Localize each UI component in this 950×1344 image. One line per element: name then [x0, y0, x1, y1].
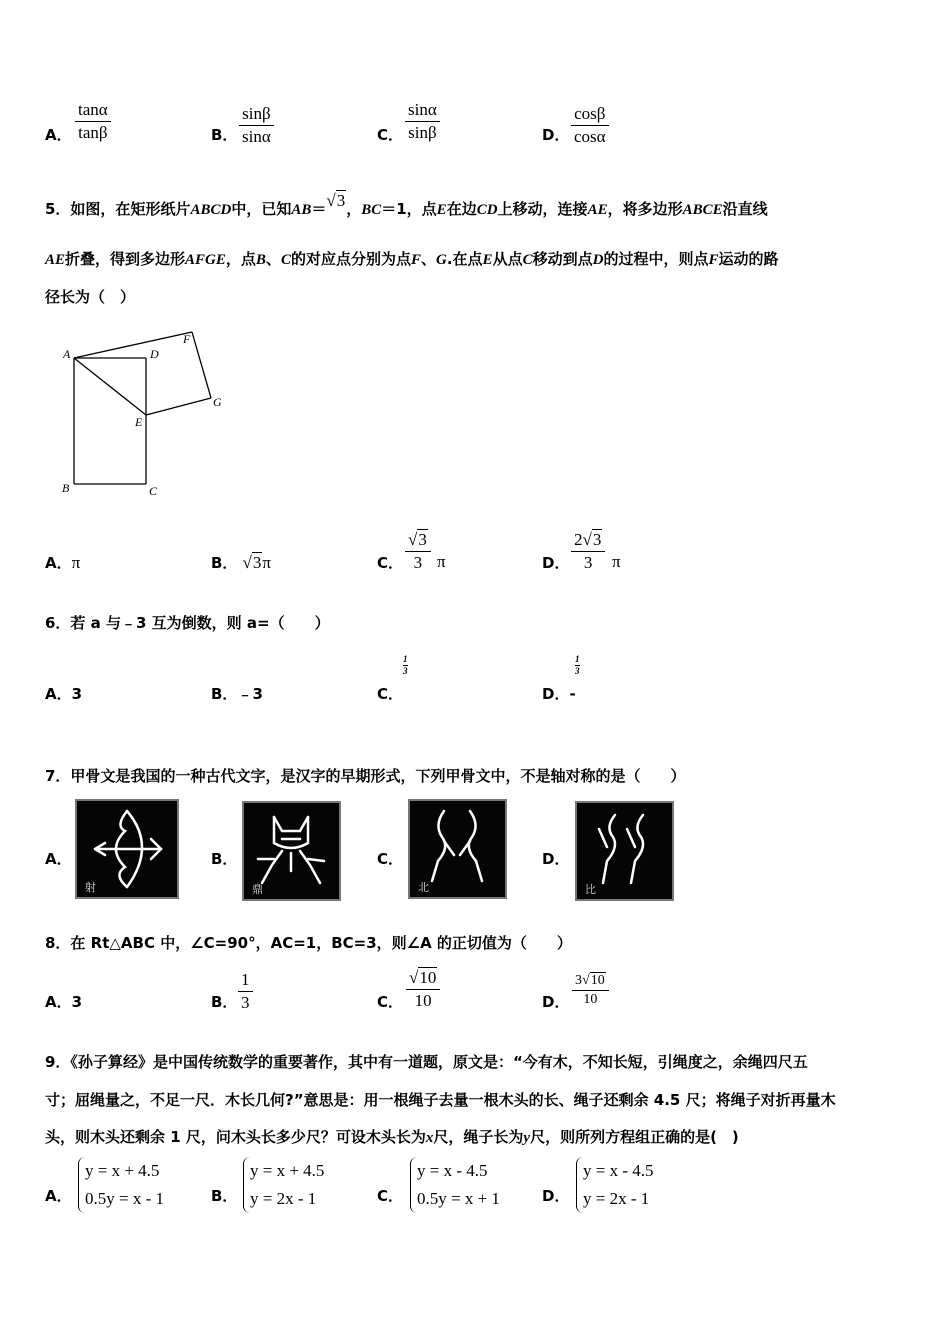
q5-option-d-fraction	[571, 530, 605, 573]
text: ，点	[225, 250, 256, 268]
q6-option-c-fraction	[403, 654, 408, 677]
q5-option-c[interactable]	[377, 552, 403, 573]
q9-option-a[interactable]	[45, 1185, 72, 1206]
numerator: tanα	[75, 100, 111, 122]
text: 从点	[492, 250, 523, 268]
q6-stem: 6．若 a 与﹣3 互为倒数，则 a=（ ）	[45, 614, 330, 632]
q9-stem-line3	[45, 1126, 739, 1147]
q5-stem-line1	[45, 191, 768, 219]
numerator: cosβ	[571, 104, 609, 126]
glyph-caption: 射	[85, 881, 96, 894]
denominator: 10	[583, 992, 598, 1007]
q9-stem-line2: 寸；屈绳量之，不足一尺．木长几何?”意思是：用一根绳子去量一根木头的长、绳子还剩余 4.5 尺；将绳子对折再量木	[45, 1091, 836, 1109]
option-label: A．	[45, 554, 72, 572]
q7-option-b[interactable]	[211, 848, 237, 869]
variable: x	[425, 1130, 434, 1146]
q5-option-d[interactable]	[542, 552, 569, 573]
pi: π	[612, 552, 621, 571]
text: ＝1，点	[381, 200, 437, 218]
q4-option-d-fraction	[571, 104, 609, 147]
q8-option-d[interactable]	[542, 991, 569, 1012]
q6-option-d-fraction	[575, 654, 580, 677]
text: 在边	[446, 200, 477, 218]
option-value: 3	[71, 993, 83, 1011]
q6-option-d[interactable]	[542, 683, 576, 704]
vertex-label-b: B	[62, 481, 70, 495]
numerator: √10	[406, 968, 440, 990]
text: C	[280, 252, 291, 268]
two-figures-back-icon	[410, 801, 505, 897]
sign: -	[569, 685, 576, 703]
q7-option-d[interactable]	[542, 848, 569, 869]
bow-arrow-icon	[77, 801, 177, 897]
equation: y = x + 4.5	[85, 1161, 160, 1180]
pi: π	[437, 552, 446, 571]
numerator: 1	[575, 654, 580, 664]
text: ，	[346, 200, 362, 218]
text: F	[410, 252, 421, 268]
denominator: 3	[413, 553, 423, 572]
option-label: A．	[45, 850, 72, 868]
q9-option-c-system	[410, 1157, 500, 1213]
q9-option-b[interactable]	[211, 1185, 237, 1206]
q6-option-c[interactable]	[377, 683, 403, 704]
text: ，将多边形	[607, 200, 683, 218]
q4-option-a[interactable]	[45, 124, 72, 145]
option-label: A．	[45, 126, 72, 144]
q4-option-c[interactable]	[377, 124, 403, 145]
text: 运动的路	[718, 250, 779, 268]
text: 、	[420, 250, 436, 268]
q8-option-b[interactable]	[211, 991, 237, 1012]
option-label: B．	[211, 685, 238, 703]
cauldron-icon	[244, 803, 339, 899]
numerator: 1	[238, 970, 253, 992]
sqrt: √3	[326, 191, 346, 210]
equation: y = x - 4.5	[583, 1161, 654, 1180]
q8-option-d-fraction	[572, 973, 609, 1008]
vertex-label-a: A	[63, 347, 71, 361]
option-label: D．	[542, 993, 570, 1011]
vertex-label-g: G	[213, 395, 222, 409]
q4-option-c-fraction	[405, 100, 440, 143]
edge-ge	[146, 398, 211, 415]
option-label: C．	[377, 993, 404, 1011]
numerator: sinβ	[239, 104, 274, 126]
option-label: C．	[377, 850, 404, 868]
q9-option-d-system	[576, 1157, 654, 1213]
sqrt: √3	[582, 530, 602, 549]
text: 上移动，连接	[497, 200, 588, 218]
option-label: B．	[211, 554, 238, 572]
q6-option-a[interactable]	[45, 683, 82, 704]
q9-option-b-system	[243, 1157, 324, 1213]
option-value: π	[71, 553, 81, 572]
variable: y	[523, 1130, 531, 1146]
q4-options	[45, 100, 905, 160]
text: 的过程中，则点	[603, 250, 709, 268]
equation: y = x + 4.5	[250, 1161, 325, 1180]
denominator: sinβ	[408, 123, 437, 142]
text: BC	[361, 202, 382, 218]
text: F	[708, 252, 719, 268]
text: 移动到点	[532, 250, 593, 268]
sqrt: √10	[582, 973, 605, 988]
q7-option-a[interactable]	[45, 848, 72, 869]
text: E	[436, 202, 447, 218]
text: 5．如图，在矩形纸片	[45, 200, 191, 218]
coefficient: 3	[575, 973, 582, 988]
q6-option-b[interactable]	[211, 683, 263, 704]
q9-option-a-system	[78, 1157, 164, 1213]
text: ABCD	[190, 202, 232, 218]
equation: 0.5y = x + 1	[417, 1189, 500, 1208]
text: 折叠，得到多边形	[65, 250, 186, 268]
option-label: D．	[542, 685, 570, 703]
q4-option-d[interactable]	[542, 124, 569, 145]
numerator: 1	[403, 654, 408, 664]
option-value: ﹣3	[237, 685, 263, 703]
q4-option-a-fraction	[75, 100, 111, 143]
denominator: 10	[414, 991, 432, 1010]
option-label: D．	[542, 850, 570, 868]
text: .在点	[446, 250, 483, 268]
q5-option-a[interactable]	[45, 552, 80, 573]
denominator: cosα	[574, 127, 606, 146]
q9-option-c[interactable]	[377, 1185, 403, 1206]
text: CD	[476, 202, 498, 218]
text: G	[436, 252, 447, 268]
q7-option-c[interactable]	[377, 848, 403, 869]
equation: y = x - 4.5	[417, 1161, 488, 1180]
option-label: A．	[45, 1187, 72, 1205]
text: C	[522, 252, 533, 268]
q8-option-c-fraction	[406, 968, 440, 1011]
edge-fg	[192, 332, 211, 398]
denominator: 3	[583, 553, 593, 572]
numerator: sinα	[405, 100, 440, 122]
text: 尺，绳子长为	[433, 1128, 524, 1146]
text: B	[255, 252, 266, 268]
radicand: 3	[336, 191, 346, 210]
q8-stem: 8．在 Rt△ABC 中，∠C=90°，AC=1，BC=3，则∠A 的正切值为（ ）	[45, 934, 572, 952]
option-label: C．	[377, 554, 404, 572]
option-value: 3	[71, 685, 83, 703]
text: AE	[45, 252, 66, 268]
two-figures-side-icon	[577, 803, 672, 899]
text: ABCE	[682, 202, 723, 218]
text: AE	[587, 202, 608, 218]
text: 的对应点分别为点	[290, 250, 411, 268]
option-label: B．	[211, 993, 238, 1011]
equation: y = 2x - 1	[250, 1189, 317, 1208]
text: 沿直线	[722, 200, 768, 218]
denominator: 3	[403, 666, 408, 676]
text: 尺，则所列方程组正确的是( )	[530, 1128, 739, 1146]
q8-option-c[interactable]	[377, 991, 403, 1012]
glyph-caption: 北	[418, 881, 429, 894]
vertex-label-d: D	[150, 347, 159, 361]
option-label: B．	[211, 850, 238, 868]
q5-option-c-fraction	[405, 530, 431, 573]
option-label: D．	[542, 1187, 570, 1205]
option-label: C．	[377, 1187, 404, 1205]
vertex-label-e: E	[135, 415, 143, 429]
denominator: 3	[575, 666, 580, 676]
numerator: √3	[405, 530, 431, 552]
edge-ae	[74, 358, 146, 415]
q9-stem-line1: 9．《孙子算经》是中国传统数学的重要著作，其中有一道题，原文是：“今有木，不知长短，引绳度之，余绳四尺五	[45, 1053, 808, 1071]
q4-option-b-fraction	[239, 104, 274, 147]
q5-stem-line2	[45, 248, 779, 269]
radicand: 3	[592, 530, 602, 549]
equation: 0.5y = x - 1	[85, 1189, 164, 1208]
option-label: C．	[377, 126, 404, 144]
option-label: D．	[542, 554, 570, 572]
vertex-label-f: F	[183, 332, 191, 346]
coefficient: 2	[574, 530, 583, 549]
q5-stem-line3: 径长为（ ）	[45, 288, 136, 306]
radicand: 10	[419, 968, 437, 987]
text: 、	[265, 250, 281, 268]
text: AFGE	[185, 252, 226, 268]
denominator: tanβ	[78, 123, 108, 142]
text: E	[482, 252, 493, 268]
vertex-label-c: C	[149, 484, 158, 498]
option-label: D．	[542, 126, 570, 144]
q8-option-b-fraction	[238, 970, 253, 1013]
q8-option-a[interactable]	[45, 991, 82, 1012]
q4-option-b[interactable]	[211, 124, 237, 145]
edge-af	[74, 332, 192, 358]
glyph-caption: 比	[585, 883, 596, 896]
text: 头，则木头还剩余 1 尺，问木头长多少尺？可设木头长为	[45, 1128, 426, 1146]
text: ＝	[311, 200, 327, 218]
numerator	[572, 973, 609, 991]
radicand: 10	[590, 973, 605, 988]
option-label: B．	[211, 126, 238, 144]
oracle-glyph-bei-image	[408, 799, 507, 899]
sqrt: √3	[242, 553, 262, 572]
radicand: 3	[418, 530, 427, 549]
oracle-glyph-bi-image	[575, 801, 674, 901]
pi: π	[262, 553, 271, 572]
oracle-glyph-she-image	[75, 799, 179, 899]
q5-option-b[interactable]	[211, 552, 271, 573]
text: 中，已知	[231, 200, 292, 218]
text: D	[592, 252, 604, 268]
option-label: B．	[211, 1187, 238, 1205]
equation: y = 2x - 1	[583, 1189, 650, 1208]
text: AB	[291, 202, 312, 218]
q5-figure	[55, 325, 235, 505]
oracle-glyph-ding-image	[242, 801, 341, 901]
denominator: 3	[241, 993, 250, 1012]
numerator	[571, 530, 605, 552]
option-label: C．	[377, 685, 404, 703]
radicand: 3	[252, 553, 262, 572]
option-label: A．	[45, 685, 72, 703]
q9-option-d[interactable]	[542, 1185, 569, 1206]
q7-stem: 7．甲骨文是我国的一种古代文字，是汉字的早期形式，下列甲骨文中，不是轴对称的是（ ）	[45, 767, 686, 785]
denominator: sinα	[242, 127, 271, 146]
option-label: A．	[45, 993, 72, 1011]
glyph-caption: 鼎	[252, 883, 263, 896]
